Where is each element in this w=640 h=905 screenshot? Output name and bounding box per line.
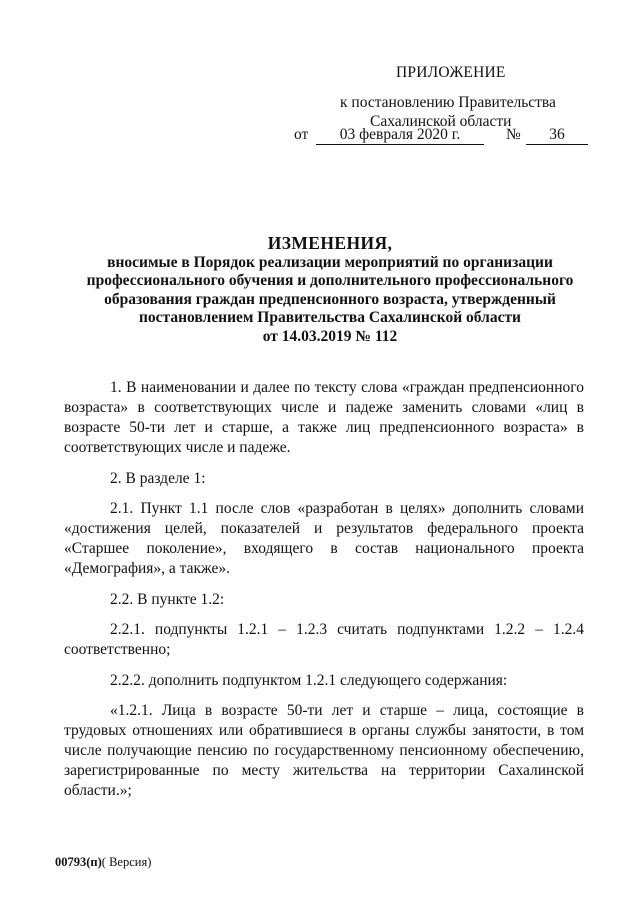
document-body (64, 378, 584, 812)
document-heading (70, 234, 590, 346)
heading-line: постановлением Правительства Сахалинской области (138, 309, 521, 326)
appendix-title: ПРИЛОЖЕНИЕ (396, 64, 506, 81)
number-label: № (506, 126, 521, 143)
document-code: 00793(п) (55, 855, 102, 869)
appendix-region-line: Сахалинской области (370, 113, 512, 130)
appendix-resolution-line: к постановлению Правительства (340, 94, 556, 111)
heading-title: ИЗМЕНЕНИЯ, (267, 233, 393, 253)
paragraph: 1. В наименовании и далее по тексту слова «граждан предпенсионного возраста» в соответствующих числе и падеже заменить словами «лиц в возрасте 50-ти лет и старше, а также лиц предпенсионного возраста» в соответствующих числе и падеже. (64, 379, 584, 456)
heading-line: образования граждан предпенсионного возраста, утвержденный (104, 290, 556, 308)
document-version: ( Версия) (101, 855, 152, 869)
document-footer (55, 855, 151, 870)
paragraph: 2.2.2. дополнить подпунктом 1.2.1 следующего содержания: (110, 672, 508, 689)
resolution-date: 03 февраля 2020 г. (316, 126, 484, 145)
paragraph: 2.2.1. подпункты 1.2.1 – 1.2.3 считать подпунктами 1.2.2 – 1.2.4 соответственно; (64, 621, 584, 658)
resolution-date-line (294, 126, 604, 150)
paragraph: 2. В разделе 1: (110, 470, 206, 487)
heading-line: от 14.03.2019 № 112 (262, 327, 398, 345)
paragraph: «1.2.1. Лица в возрасте 50-ти лет и старше – лица, состоящие в трудовых отношениях или обратившиеся в органы службы занятости, в том числе получающие пенсию по государственному пенсионному обеспечению, зарегистрированные по месту жительства на территории Сахалинской области.»; (64, 702, 584, 799)
paragraph: 2.2. В пункте 1.2: (110, 591, 225, 608)
heading-line: вносимые в Порядок реализации мероприятий по организации (107, 253, 553, 271)
resolution-number: 36 (526, 126, 588, 145)
heading-line: профессионального обучения и дополнительного профессионального (86, 272, 574, 289)
from-label: от (294, 126, 309, 143)
paragraph: 2.1. Пункт 1.1 после слов «разработан в целях» дополнить словами «достижения целей, показателей и результатов федерального проекта «Старшее поколение», входящего в состав национального проекта «Демография», а также». (64, 500, 584, 577)
